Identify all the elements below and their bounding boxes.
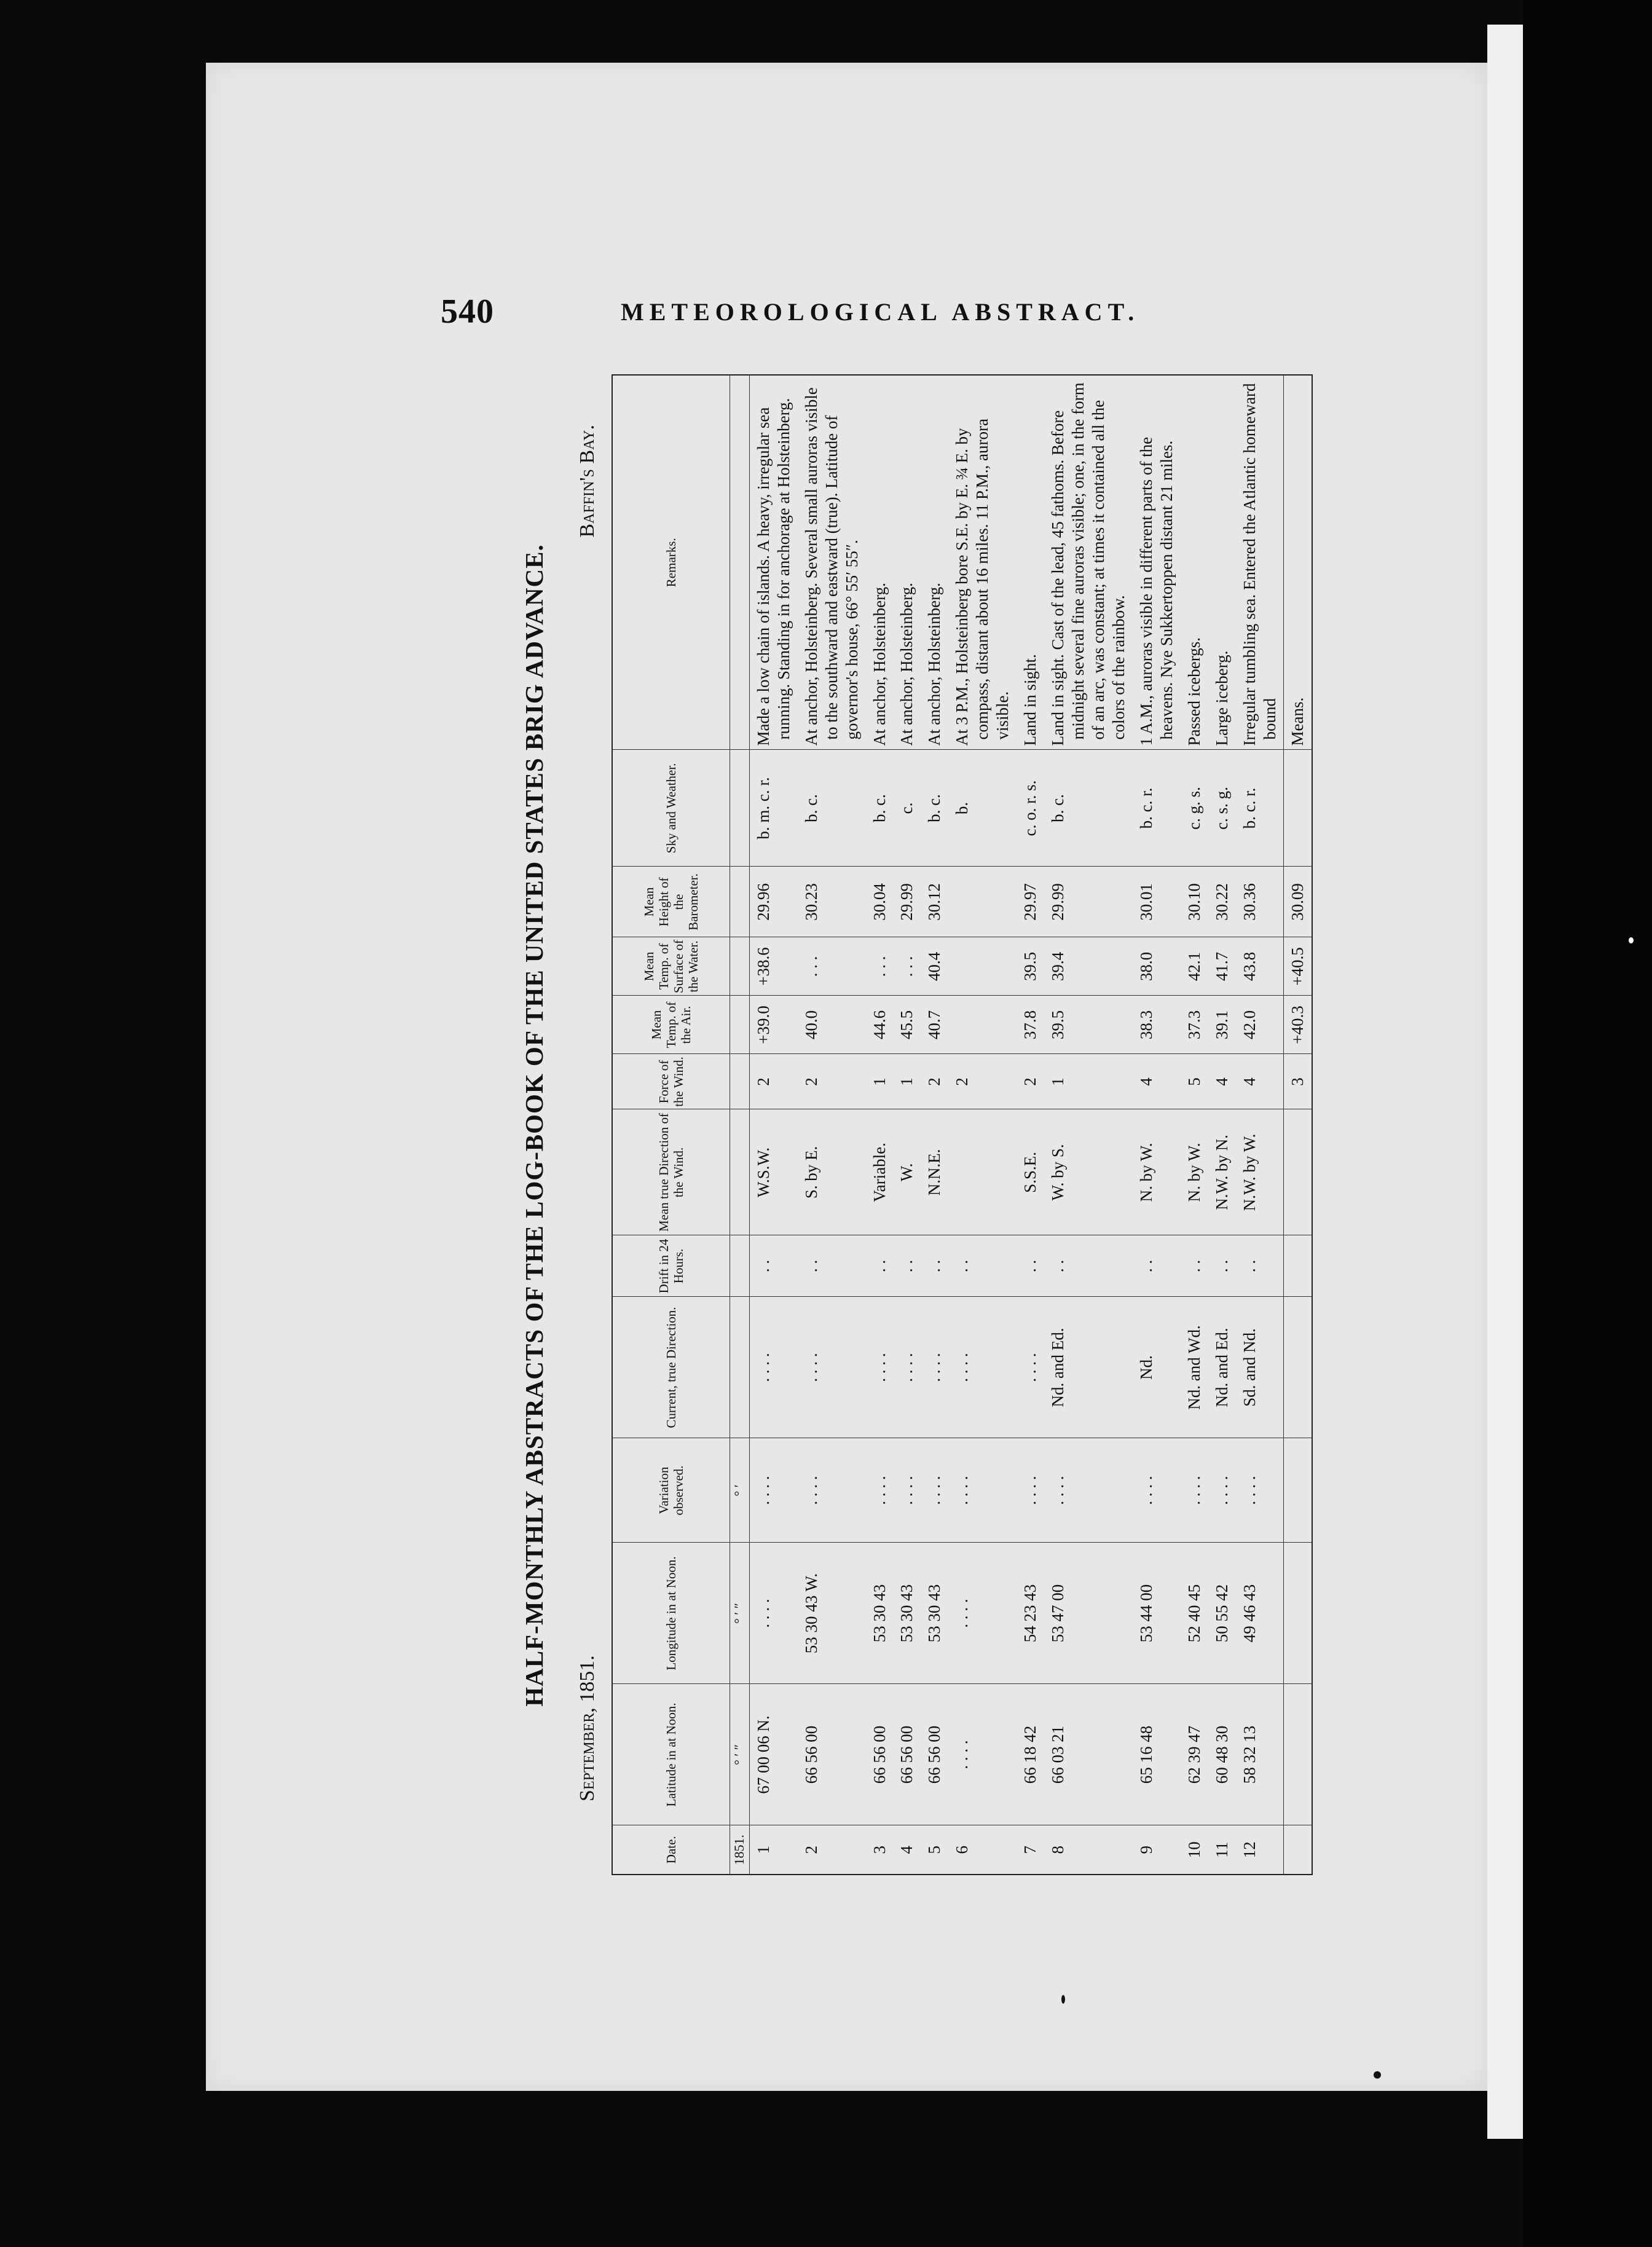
cell-water-temp: 43.8 <box>1236 937 1284 996</box>
column-header-water-temp: Mean Temp. of Surface of the Water. <box>612 937 730 996</box>
column-header-remarks: Remarks. <box>612 375 730 750</box>
cell-barometer: 29.96 <box>749 867 797 937</box>
cell-wind-direction: N. by W. <box>1133 1109 1181 1235</box>
cell-sky: b. c. <box>1044 750 1133 867</box>
cell-current: Nd. <box>1133 1297 1181 1438</box>
cell-latitude: 66 56 00 <box>921 1684 948 1825</box>
cell-date: 1 <box>749 1825 797 1875</box>
rotated-abstract-table-block <box>519 376 1307 1875</box>
book-spine-shadow <box>0 0 206 2247</box>
cell-air-temp: 44.6 <box>866 996 894 1054</box>
cell-drift: . . <box>893 1235 921 1297</box>
cell-remarks: At 3 P.M., Holsteinberg bore S.E. by E. ¾ E. by compass, distant about 16 miles. 11 P.M., aurora visible. <box>948 375 1017 750</box>
cell-wind-force: 4 <box>1133 1054 1181 1109</box>
cell-wind-direction: W.S.W. <box>749 1109 797 1235</box>
cell-wind-direction: S. by E. <box>798 1109 866 1235</box>
units-row <box>730 375 750 1875</box>
cell-wind-force: 2 <box>921 1054 948 1109</box>
cell-sky: b. c. r. <box>1236 750 1284 867</box>
cell-air-temp: 37.3 <box>1181 996 1208 1054</box>
cell-variation: . . . . <box>893 1438 921 1543</box>
cell-wind-force: 5 <box>1181 1054 1208 1109</box>
means-water: +40.5 <box>1284 937 1312 996</box>
cell-wind-force: 2 <box>749 1054 797 1109</box>
cell-wind-force: 2 <box>1017 1054 1044 1109</box>
cell-date: 5 <box>921 1825 948 1875</box>
cell-remarks: Land in sight. <box>1017 375 1044 750</box>
cell-longitude: 53 30 43 <box>921 1543 948 1684</box>
cell-drift: . . <box>1017 1235 1044 1297</box>
cell-latitude: 58 32 13 <box>1236 1684 1284 1825</box>
table-row <box>798 375 866 1875</box>
means-label: Means. <box>1284 375 1312 750</box>
cell-latitude: 62 39 47 <box>1181 1684 1208 1825</box>
cell-barometer: 30.36 <box>1236 867 1284 937</box>
cell-variation: . . . . <box>798 1438 866 1543</box>
ink-speck <box>1061 1995 1065 2004</box>
column-header-wind-force: Force of the Wind. <box>612 1054 730 1109</box>
cell-longitude: 53 30 43 W. <box>798 1543 866 1684</box>
cell-date: 6 <box>948 1825 1017 1875</box>
cell-longitude: 52 40 45 <box>1181 1543 1208 1684</box>
cell-wind-force: 1 <box>893 1054 921 1109</box>
means-row <box>1284 375 1312 1875</box>
column-header-drift: Drift in 24 Hours. <box>612 1235 730 1297</box>
cell-wind-direction: S.S.E. <box>1017 1109 1044 1235</box>
ink-speck <box>1374 2071 1381 2079</box>
column-header-current: Current, true Direction. <box>612 1297 730 1438</box>
cell-sky: b. m. c. r. <box>749 750 797 867</box>
cell-air-temp: 40.7 <box>921 996 948 1054</box>
table-row <box>893 375 921 1875</box>
cell-longitude: 53 44 00 <box>1133 1543 1181 1684</box>
cell-wind-direction: N.W. by W. <box>1236 1109 1284 1235</box>
cell-variation: . . . . <box>1017 1438 1044 1543</box>
cell-air-temp: 40.0 <box>798 996 866 1054</box>
cell-latitude: 67 00 06 N. <box>749 1684 797 1825</box>
cell-air-temp: 42.0 <box>1236 996 1284 1054</box>
cell-remarks: Land in sight. Cast of the lead, 45 fathoms. Before midnight several fine auroras visible; one, in the form of an arc, was constant; at times it contained all the colors of the rainbow. <box>1044 375 1133 750</box>
cell-date: 9 <box>1133 1825 1181 1875</box>
cell-longitude: 49 46 43 <box>1236 1543 1284 1684</box>
cell-wind-force: 4 <box>1236 1054 1284 1109</box>
units-variation: ° ′ <box>730 1438 750 1543</box>
units-latitude: ° ′ ″ <box>730 1684 750 1825</box>
cell-barometer: 30.10 <box>1181 867 1208 937</box>
cell-variation: . . . . <box>1181 1438 1208 1543</box>
cell-remarks: At anchor, Holsteinberg. Several small auroras visible to the southward and eastward (true). Latitude of governor's house, 66° 55′ 55″. <box>798 375 866 750</box>
cell-current: Nd. and Wd. <box>1181 1297 1208 1438</box>
cell-air-temp <box>948 996 1017 1054</box>
cell-variation: . . . . <box>866 1438 894 1543</box>
cell-water-temp <box>948 937 1017 996</box>
table-row <box>866 375 894 1875</box>
table-row <box>749 375 797 1875</box>
cell-current: Nd. and Ed. <box>1044 1297 1133 1438</box>
cell-water-temp: +38.6 <box>749 937 797 996</box>
cell-barometer: 30.22 <box>1208 867 1236 937</box>
cell-barometer: 29.97 <box>1017 867 1044 937</box>
cell-date: 10 <box>1181 1825 1208 1875</box>
cell-water-temp: 40.4 <box>921 937 948 996</box>
page-number: 540 <box>441 293 494 331</box>
column-header-barometer: Mean Height of the Barometer. <box>612 867 730 937</box>
cell-longitude: . . . . <box>749 1543 797 1684</box>
cell-water-temp: 39.4 <box>1044 937 1133 996</box>
cell-latitude: . . . . <box>948 1684 1017 1825</box>
table-body <box>749 375 1284 1875</box>
cell-variation: . . . . <box>948 1438 1017 1543</box>
cell-water-temp: 38.0 <box>1133 937 1181 996</box>
cell-drift: . . <box>948 1235 1017 1297</box>
cell-date: 12 <box>1236 1825 1284 1875</box>
cell-latitude: 66 56 00 <box>893 1684 921 1825</box>
cell-latitude: 65 16 48 <box>1133 1684 1181 1825</box>
cell-barometer: 30.04 <box>866 867 894 937</box>
column-header-air-temp: Mean Temp. of the Air. <box>612 996 730 1054</box>
cell-barometer <box>948 867 1017 937</box>
cell-remarks: 1 A.M., auroras visible in different parts of the heavens. Nye Sukkertoppen distant 21 miles. <box>1133 375 1181 750</box>
cell-sky: c. <box>893 750 921 867</box>
cell-sky: c. s. g. <box>1208 750 1236 867</box>
table-row <box>1181 375 1208 1875</box>
table-row <box>1208 375 1236 1875</box>
cell-wind-direction: N.W. by N. <box>1208 1109 1236 1235</box>
cell-variation: . . . . <box>1133 1438 1181 1543</box>
cell-wind-direction: N.N.E. <box>921 1109 948 1235</box>
cell-air-temp: 38.3 <box>1133 996 1181 1054</box>
column-header-variation: Variation observed. <box>612 1438 730 1543</box>
cell-latitude: 66 56 00 <box>866 1684 894 1825</box>
column-header-latitude: Latitude in at Noon. <box>612 1684 730 1825</box>
cell-sky: b. c. <box>921 750 948 867</box>
cell-variation: . . . . <box>1208 1438 1236 1543</box>
cell-barometer: 30.12 <box>921 867 948 937</box>
units-longitude: ° ′ ″ <box>730 1543 750 1684</box>
cell-wind-direction <box>948 1109 1017 1235</box>
cell-wind-force: 4 <box>1208 1054 1236 1109</box>
cell-remarks: Large iceberg. <box>1208 375 1236 750</box>
table-row <box>1017 375 1044 1875</box>
table-row <box>921 375 948 1875</box>
table-row <box>1044 375 1133 1875</box>
cell-longitude: 53 30 43 <box>893 1543 921 1684</box>
cell-sky: b. c. <box>798 750 866 867</box>
cell-drift: . . <box>1208 1235 1236 1297</box>
cell-air-temp: 37.8 <box>1017 996 1044 1054</box>
cell-drift: . . <box>1181 1235 1208 1297</box>
log-abstract-table <box>612 374 1313 1875</box>
cell-date: 2 <box>798 1825 866 1875</box>
cell-sky: c. g. s. <box>1181 750 1208 867</box>
cell-drift: . . <box>921 1235 948 1297</box>
cell-longitude: 54 23 43 <box>1017 1543 1044 1684</box>
cell-water-temp: . . . <box>866 937 894 996</box>
cell-wind-direction: W. by S. <box>1044 1109 1133 1235</box>
book-edge-shadow <box>1523 0 1652 2247</box>
means-force: 3 <box>1284 1054 1312 1109</box>
cell-sky: b. <box>948 750 1017 867</box>
cell-variation: . . . . <box>1044 1438 1133 1543</box>
cell-drift: . . <box>1236 1235 1284 1297</box>
cell-water-temp: 42.1 <box>1181 937 1208 996</box>
cell-sky: b. c. <box>866 750 894 867</box>
cell-drift: . . <box>749 1235 797 1297</box>
table-row <box>1133 375 1181 1875</box>
column-header-sky: Sky and Weather. <box>612 750 730 867</box>
cell-remarks: Made a low chain of islands. A heavy, irregular sea running. Standing in for anchorage at Holsteinberg. <box>749 375 797 750</box>
cell-drift: . . <box>1133 1235 1181 1297</box>
cell-current: . . . . <box>749 1297 797 1438</box>
cell-wind-direction: W. <box>893 1109 921 1235</box>
cell-remarks: At anchor, Holsteinberg. <box>893 375 921 750</box>
cell-date: 4 <box>893 1825 921 1875</box>
cell-date: 3 <box>866 1825 894 1875</box>
running-title: METEOROLOGICAL ABSTRACT. <box>621 298 1140 326</box>
cell-sky: c. o. r. s. <box>1017 750 1044 867</box>
cell-air-temp: 45.5 <box>893 996 921 1054</box>
cell-longitude: 53 47 00 <box>1044 1543 1133 1684</box>
units-date: 1851. <box>730 1825 750 1875</box>
table-title: HALF-MONTHLY ABSTRACTS OF THE LOG-BOOK OF THE UNITED STATES BRIG ADVANCE. <box>520 544 548 1707</box>
cell-current: Sd. and Nd. <box>1236 1297 1284 1438</box>
column-header-wind-direction: Mean true Direction of the Wind. <box>612 1109 730 1235</box>
cell-current: Nd. and Ed. <box>1208 1297 1236 1438</box>
cell-remarks: At anchor, Holsteinberg. <box>866 375 894 750</box>
cell-air-temp: +39.0 <box>749 996 797 1054</box>
cell-remarks: Irregular tumbling sea. Entered the Atlantic homeward bound <box>1236 375 1284 750</box>
place-label: Baffin's Bay. <box>576 425 599 538</box>
cell-longitude: 53 30 43 <box>866 1543 894 1684</box>
cell-wind-force: 2 <box>948 1054 1017 1109</box>
cell-variation: . . . . <box>921 1438 948 1543</box>
cell-latitude: 66 18 42 <box>1017 1684 1044 1825</box>
cell-current: . . . . <box>866 1297 894 1438</box>
column-header-longitude: Longitude in at Noon. <box>612 1543 730 1684</box>
cell-date: 7 <box>1017 1825 1044 1875</box>
cell-variation: . . . . <box>1236 1438 1284 1543</box>
cell-water-temp: . . . <box>798 937 866 996</box>
cell-barometer: 29.99 <box>893 867 921 937</box>
cell-remarks: Passed icebergs. <box>1181 375 1208 750</box>
cell-water-temp: 41.7 <box>1208 937 1236 996</box>
cell-drift: . . <box>798 1235 866 1297</box>
cell-date: 8 <box>1044 1825 1133 1875</box>
means-air: +40.3 <box>1284 996 1312 1054</box>
cell-wind-force: 1 <box>866 1054 894 1109</box>
cell-latitude: 66 56 00 <box>798 1684 866 1825</box>
cell-latitude: 60 48 30 <box>1208 1684 1236 1825</box>
cell-current: . . . . <box>798 1297 866 1438</box>
cell-variation: . . . . <box>749 1438 797 1543</box>
period-label: September, 1851. <box>576 1655 599 1801</box>
cell-water-temp: . . . <box>893 937 921 996</box>
next-page-strip <box>1487 25 1523 2139</box>
cell-drift: . . <box>866 1235 894 1297</box>
table-row <box>1236 375 1284 1875</box>
cell-barometer: 29.99 <box>1044 867 1133 937</box>
cell-current: . . . . <box>1017 1297 1044 1438</box>
cell-wind-force: 1 <box>1044 1054 1133 1109</box>
cell-current: . . . . <box>893 1297 921 1438</box>
column-header-date: Date. <box>612 1825 730 1875</box>
cell-sky: b. c. r. <box>1133 750 1181 867</box>
table-header-row <box>612 375 730 1875</box>
means-barometer: 30.09 <box>1284 867 1312 937</box>
cell-latitude: 66 03 21 <box>1044 1684 1133 1825</box>
cell-wind-direction: Variable. <box>866 1109 894 1235</box>
cell-current: . . . . <box>921 1297 948 1438</box>
cell-longitude: 50 55 42 <box>1208 1543 1236 1684</box>
cell-date: 11 <box>1208 1825 1236 1875</box>
cell-barometer: 30.23 <box>798 867 866 937</box>
cell-remarks: At anchor, Holsteinberg. <box>921 375 948 750</box>
table-row <box>948 375 1017 1875</box>
cell-air-temp: 39.1 <box>1208 996 1236 1054</box>
cell-air-temp: 39.5 <box>1044 996 1133 1054</box>
cell-current: . . . . <box>948 1297 1017 1438</box>
cell-longitude: . . . . <box>948 1543 1017 1684</box>
cell-wind-force: 2 <box>798 1054 866 1109</box>
cell-water-temp: 39.5 <box>1017 937 1044 996</box>
cell-wind-direction: N. by W. <box>1181 1109 1208 1235</box>
cell-drift: . . <box>1044 1235 1133 1297</box>
cell-barometer: 30.01 <box>1133 867 1181 937</box>
ink-speck <box>1629 937 1634 943</box>
